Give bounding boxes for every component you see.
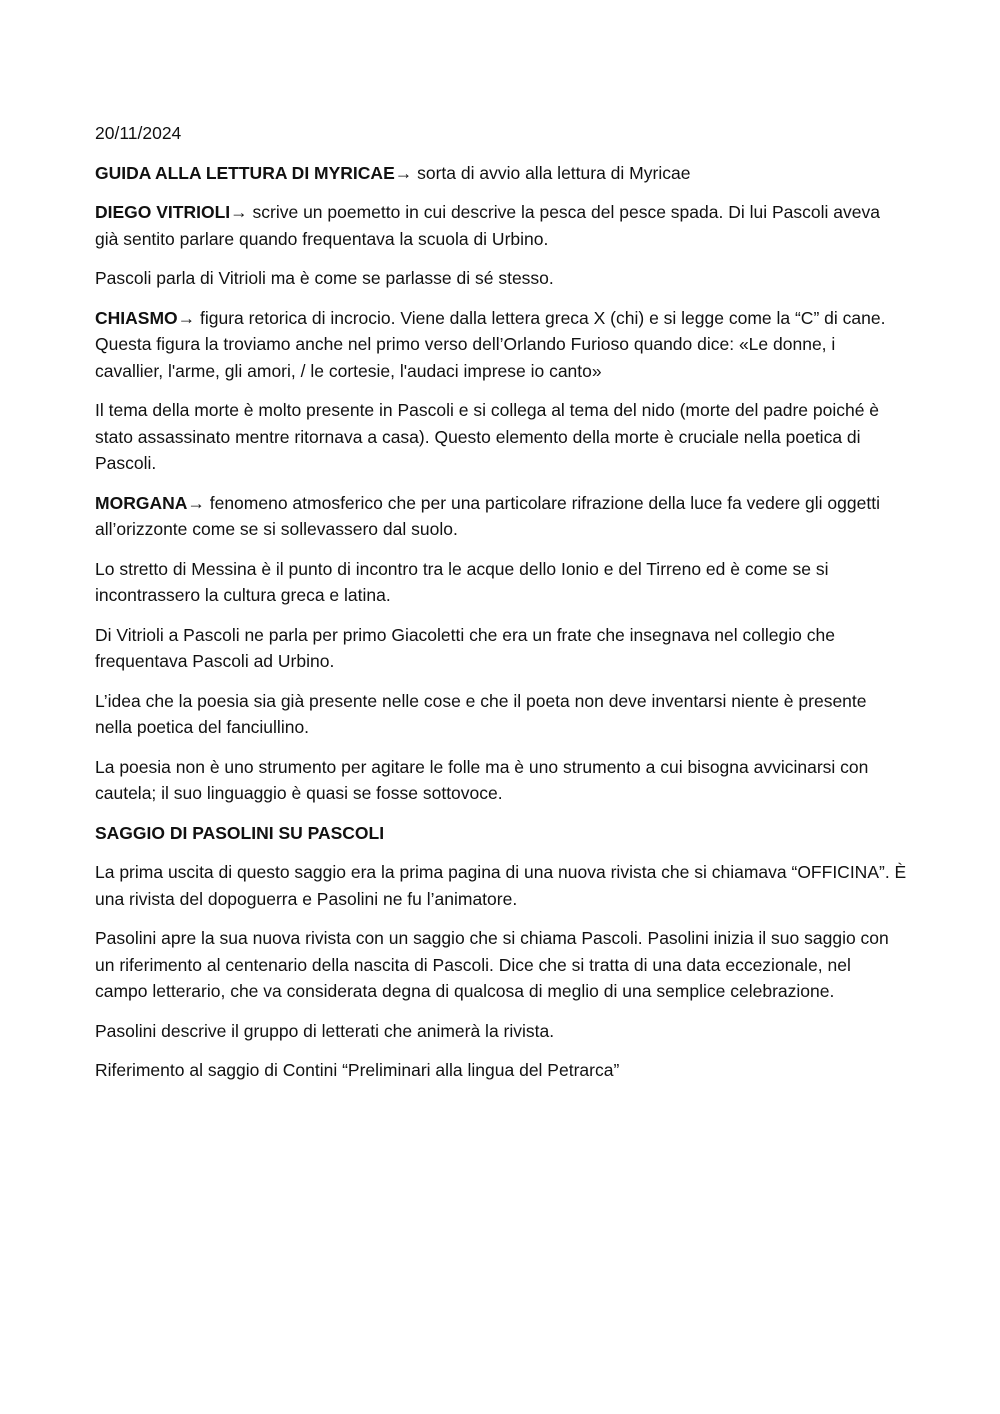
paragraph-text: scrive un poemetto in cui descrive la pesca del pesce spada. Di lui Pascoli aveva già sentito parlare quando frequentava la scuola di Urbino. bbox=[95, 202, 880, 249]
paragraph-text-block: Pasolini apre la sua nuova rivista con un saggio che si chiama Pascoli. Pasolini inizia il suo saggio con un riferimento al centenario della nascita di Pascoli. Dice che si tratta di una data eccezionale, nel campo letterario, che va considerata degna di qualcosa di meglio di una semplice celebrazione. bbox=[95, 928, 889, 1001]
paragraph-text-block: Lo stretto di Messina è il punto di incontro tra le acque dello Ionio e del Tirreno ed è come se si incontrassero la cultura greca e latina. bbox=[95, 558, 829, 605]
paragraph-guida-myricae bbox=[95, 160, 907, 187]
paragraph-text-block: Pasolini descrive il gruppo di letterati che animerà la rivista. bbox=[95, 1020, 555, 1041]
arrow-right-icon: → bbox=[230, 202, 248, 222]
paragraph-text-block: Di Vitrioli a Pascoli ne parla per primo Giacoletti che era un frate che insegnava nel collegio che frequentava Pascoli ad Urbino. bbox=[95, 624, 835, 671]
term-heading: DIEGO VITRIOLI bbox=[95, 202, 231, 222]
paragraph-text-block: Il tema della morte è molto presente in Pascoli e si collega al tema del nido (morte del padre poiché è stato assassinato mentre ritornava a casa). Questo elemento della morte è cruciale nella poetica di Pascoli. bbox=[95, 400, 880, 473]
paragraph-text: figura retorica di incrocio. Viene dalla lettera greca X (chi) e si legge come la “C” di cane. Questa figura la troviamo anche nel primo verso dell’Orlando Furioso quando dice: «Le donne, i cavallier, l'arme, gli amori, / le cortesie, l'audaci imprese io canto» bbox=[95, 307, 886, 381]
term-heading: CHIASMO bbox=[95, 307, 178, 328]
term-heading: GUIDA ALLA LETTURA DI MYRICAE bbox=[95, 162, 395, 183]
paragraph-text-block: La prima uscita di questo saggio era la prima pagina di una nuova rivista che si chiamava “OFFICINA”. È una rivista del dopoguerra e Pasolini ne fu l’animatore. bbox=[95, 862, 907, 909]
paragraph-text-block: L’idea che la poesia sia già presente nelle cose e che il poeta non deve inventarsi niente è presente nella poetica del fanciullino. bbox=[95, 690, 867, 737]
arrow-right-icon: → bbox=[394, 162, 413, 183]
paragraph-diego-vitrioli bbox=[95, 199, 907, 252]
paragraph-morgana bbox=[95, 490, 907, 543]
paragraph-text-block: Pascoli parla di Vitrioli ma è come se parlasse di sé stesso. bbox=[95, 268, 554, 288]
paragraph-text: fenomeno atmosferico che per una particolare rifrazione della luce fa vedere gli oggetti all’orizzonte come se si sollevassero dal suolo. bbox=[95, 492, 880, 539]
paragraph-text-block: Riferimento al saggio di Contini “Preliminari alla lingua del Petrarca” bbox=[95, 1060, 620, 1080]
document-date: 20/11/2024 bbox=[95, 123, 182, 143]
paragraph-text-block: La poesia non è uno strumento per agitare le folle ma è uno strumento a cui bisogna avvicinarsi con cautela; il suo linguaggio è quasi se fosse sottovoce. bbox=[95, 756, 869, 803]
term-heading: SAGGIO DI PASOLINI SU PASCOLI bbox=[95, 822, 385, 843]
arrow-right-icon: → bbox=[187, 492, 205, 513]
paragraph-text: sorta di avvio alla lettura di Myricae bbox=[412, 162, 691, 183]
document-page bbox=[95, 120, 907, 1097]
arrow-right-icon: → bbox=[177, 307, 196, 328]
section-heading bbox=[95, 820, 907, 847]
paragraph-chiasmo bbox=[95, 305, 907, 385]
term-heading: MORGANA bbox=[95, 492, 188, 513]
